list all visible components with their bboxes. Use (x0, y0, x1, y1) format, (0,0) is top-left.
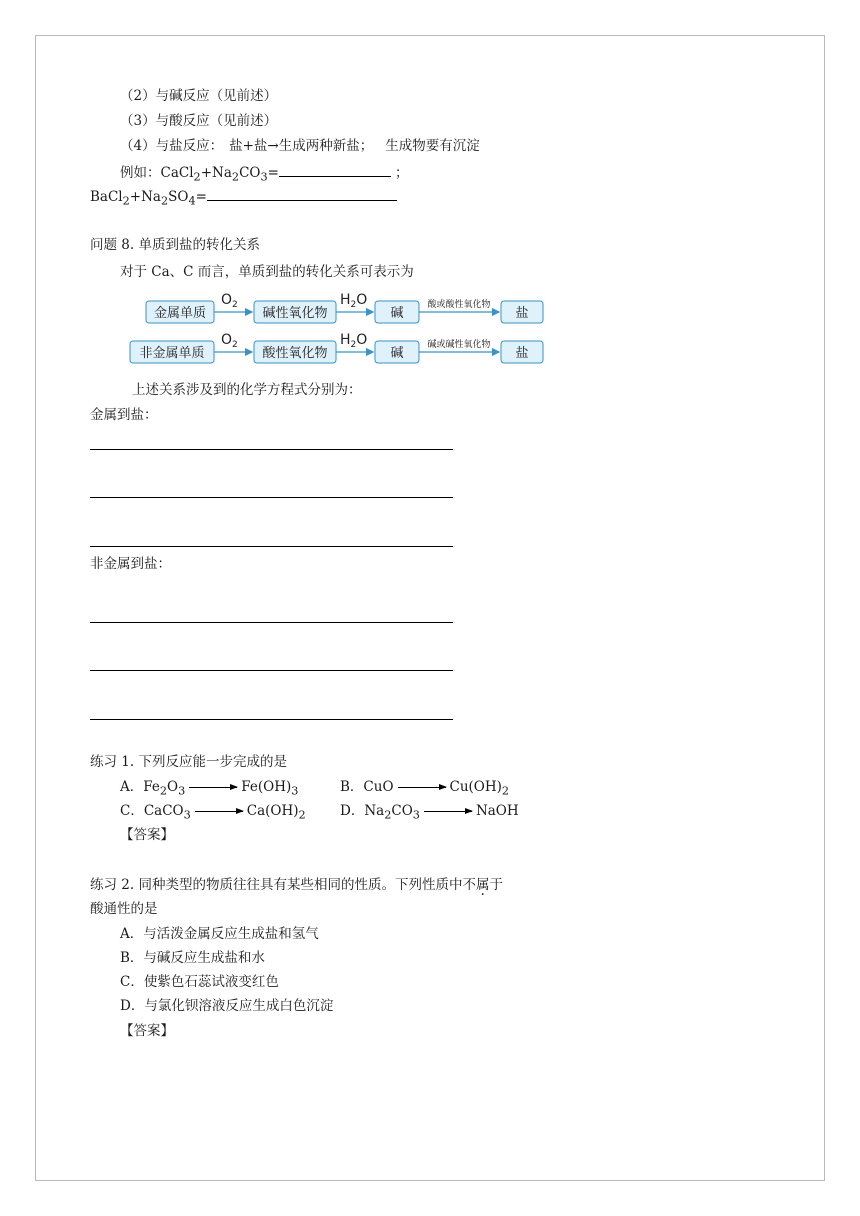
diagram-text-basic-oxide: 碱性氧化物 (262, 306, 328, 321)
h2o-label-row1: $H_2O$ (340, 292, 368, 310)
diagram-text-nonmetal: 非金属单质 (139, 346, 205, 361)
exercise-2-title-cont: 酸通性的是 (90, 901, 158, 917)
nonmetal-to-salt-label: 非金属到盐： (90, 556, 171, 572)
row1-arrow-label: 酸或酸性氧化物 (427, 300, 491, 310)
diagram-text-salt-1: 盐 (515, 306, 529, 321)
diagram-text-base-1: 碱 (390, 306, 404, 321)
emphasis-not-belong: 不属于 (462, 877, 503, 893)
exercise-2-option-d: D．与氯化钡溶液反应生成白色沉淀 (120, 998, 334, 1014)
answer-line-nonmetal-2[interactable] (90, 670, 453, 671)
diagram-text-metal: 金属单质 (153, 306, 207, 321)
example-equation-1: 例如：$CaCl_2+Na_2CO_3=$ ； (120, 162, 408, 187)
diagram-text-salt-2: 盐 (515, 346, 529, 361)
h2o-label-row2: $H_2O$ (340, 332, 368, 350)
answer-line-metal-1[interactable] (90, 449, 453, 450)
answer-line-metal-2[interactable] (90, 497, 453, 498)
answer-line-nonmetal-1[interactable] (90, 622, 453, 623)
diagram-text-acidic-oxide: 酸性氧化物 (262, 346, 328, 361)
exercise-1-option-b: B．CuO $Cu(OH)_2$ (340, 779, 510, 798)
exercise-2-option-c: C．使紫色石蕊试液变红色 (120, 974, 279, 990)
line-acid-reaction: （3）与酸反应（见前述） (120, 113, 278, 129)
reaction-arrow-icon (195, 811, 243, 812)
exercise-1-option-c: C．CaCO$_3$ $Ca(OH)_2$ (120, 803, 306, 822)
o2-label-row1: $O_2$ (221, 292, 238, 310)
exercise-1-option-d: D．$Na_2CO_3$ NaOH (340, 803, 519, 822)
question-8-title: 问题 8. 单质到盐的转化关系 (90, 237, 260, 253)
answer-blank-1[interactable] (279, 162, 391, 177)
metal-to-salt-label: 金属到盐： (90, 407, 158, 423)
exercise-1-option-a: A．$Fe_2O_3$ $Fe(OH)_3$ (120, 779, 299, 798)
reaction-arrow-icon (424, 811, 472, 812)
reaction-arrow-icon (398, 787, 446, 788)
reaction-arrow-icon (189, 787, 237, 788)
exercise-1-answer: 【答案】 (120, 827, 174, 843)
answer-blank-2[interactable] (207, 186, 397, 201)
o2-label-row2: $O_2$ (221, 332, 238, 350)
exercise-2-option-a: A．与活泼金属反应生成盐和氢气 (120, 926, 319, 942)
answer-line-nonmetal-3[interactable] (90, 719, 453, 720)
exercise-2-answer: 【答案】 (120, 1023, 174, 1039)
exercise-1-title: 练习 1. 下列反应能一步完成的是 (90, 754, 287, 770)
question-8-description: 上述关系涉及到的化学方程式分别为： (132, 382, 362, 398)
exercise-2-title: 练习 2. 同种类型的物质往往具有某些相同的性质。下列性质中不属于 (90, 877, 503, 893)
row2-arrow-label: 碱或碱性氧化物 (427, 340, 491, 350)
line-salt-reaction: （4）与盐反应： 盐+盐→生成两种新盐； 生成物要有沉淀 (120, 138, 480, 154)
conversion-diagram (120, 290, 560, 368)
example-equation-2: $BaCl_2+Na_2SO_4=$ (90, 186, 397, 211)
diagram-text-base-2: 碱 (390, 346, 404, 361)
question-8-intro: 对于 Ca、C 而言，单质到盐的转化关系可表示为 (120, 264, 414, 280)
exercise-2-option-b: B．与碱反应生成盐和水 (120, 950, 265, 966)
answer-line-metal-3[interactable] (90, 546, 453, 547)
line-base-reaction: （2）与碱反应（见前述） (120, 88, 278, 104)
